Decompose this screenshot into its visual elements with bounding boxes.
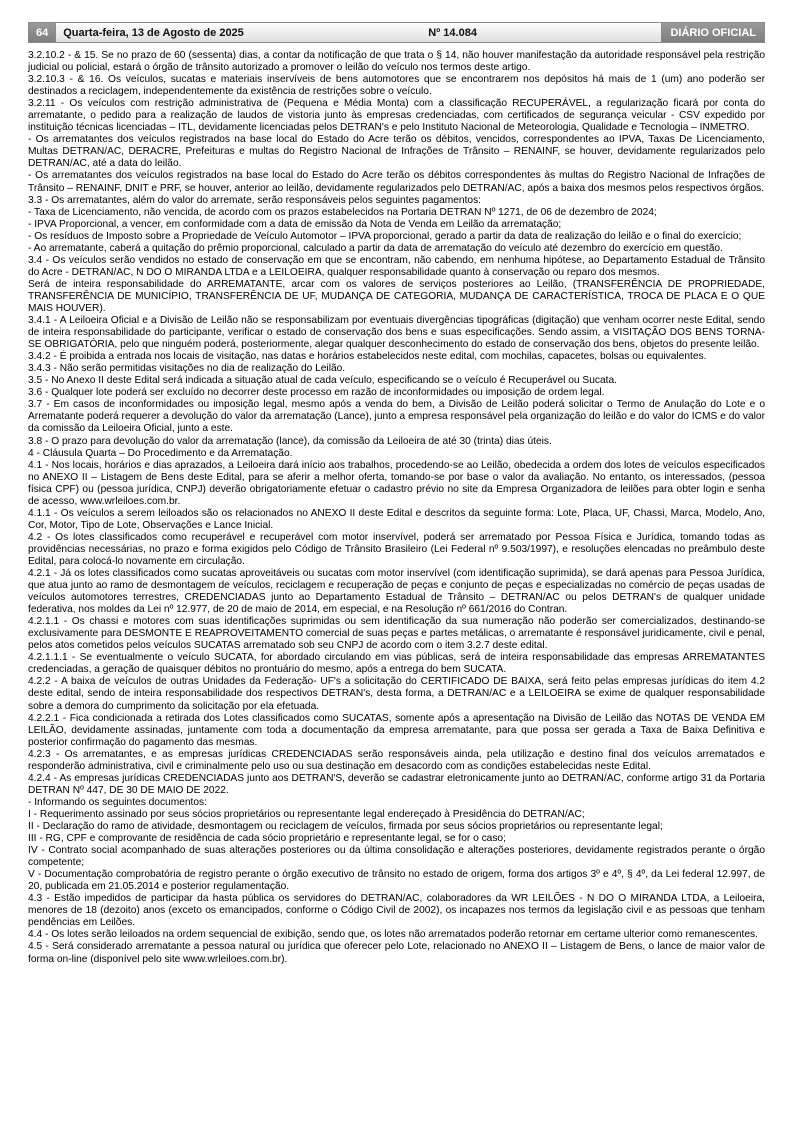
paragraph: II - Declaração do ramo de atividade, desmontagem ou reciclagem de veículos, firmada por seus sócios proprietários ou representante legal; bbox=[28, 821, 663, 832]
paragraph: 3.6 - Qualquer lote poderá ser excluído no decorrer deste processo em razão de inconformidades ou imposição de ordem legal. bbox=[28, 387, 605, 399]
paragraph: 3.7 - Em casos de inconformidades ou imposição legal, mesmo após a venda do bem, a Divisão de Leilão poderá solicitar o Termo de Anulação do Lote e o Arrematante poderá requerer a devolução do valor da arrematação (Lance), junto a empresa responsável pela organização do leilão e do valor do ICMS e do valor da comissão da Leiloeira Oficial, junto a este. bbox=[28, 399, 765, 435]
paragraph: 4.1 - Nos locais, horários e dias aprazados, a Leiloeira dará início aos trabalhos, procedendo-se ao Leilão, obedecida a ordem dos lotes de veículos especificados no ANEXO II – Listagem de Bens deste Edital, para se aferir a melhor oferta, tomando-se por base o valor da avaliação. No entanto, os interessados, (pessoa física CPF) ou (pessoa jurídica, CNPJ) deverão obrigatoriamente efetuar o cadastro prévio no site da Empresa Organizadora de leilões para obter login e senha de acesso, www.wrleiloes.com.br. bbox=[28, 459, 765, 507]
page-header bbox=[28, 22, 765, 43]
paragraph: 3.2.11 - Os veículos com restrição administrativa de (Pequena e Média Monta) com a classificação RECUPERÁVEL, a regularização ficará por conta do arrematante, o pedido para a realização de laudos de vistoria junto às empresas credenciadas, com certificados de segurança veicular - CSV expedido por instituição técnicas licenciadas – ITL, devidamente licenciadas pelos DETRAN's e pelo Instituto Nacional de Meteorologia, Qualidade e Tecnologia – INMETRO. bbox=[28, 98, 765, 134]
header-issue-number: Nº 14.084 bbox=[428, 26, 477, 39]
paragraph: - Taxa de Licenciamento, não vencida, de acordo com os prazos estabelecidos na Portaria DETRAN Nº 1271, de 06 de dezembro de 2024; bbox=[28, 206, 657, 218]
paragraph: 3.2.10.2 - & 15. Se no prazo de 60 (sessenta) dias, a contar da notificação de que trata o § 14, não houver manifestação da autoridade responsável pela restrição judicial ou policial, estará o órgão de trânsito autorizado a promover o leilão do veículo nos termos deste artigo. bbox=[28, 50, 765, 74]
document-body bbox=[28, 50, 765, 966]
paragraph: 3.5 - No Anexo II deste Edital será indicada a situação atual de cada veículo, especificando se o veículo é Recuperável ou Sucata. bbox=[28, 375, 617, 387]
paragraph: 4.2.3 - Os arrematantes, e as empresas jurídicas CREDENCIADAS serão responsáveis ainda, pela utilização e destino final dos veículos arrematados e responderão administrativa, civil e criminalmente pelo uso ou sua destinação em desacordo com as condições estabelecidas neste Edital. bbox=[28, 748, 765, 772]
paragraph: - Informando os seguintes documentos: bbox=[28, 796, 207, 808]
header-page-number: 64 bbox=[29, 23, 56, 42]
paragraph: 4.2.4 - As empresas jurídicas CREDENCIADAS junto aos DETRAN'S, deverão se cadastrar eletronicamente junto ao DETRAN/AC, conforme artigo 31 da Portaria DETRAN Nº 447, DE 30 DE MAIO DE 2022. bbox=[28, 772, 765, 796]
paragraph: IV - Contrato social acompanhado de suas alterações posteriores ou da última consolidação e alterações posteriores, devidamente registrados perante o órgão competente; bbox=[28, 845, 765, 869]
paragraph: 4.3 - Estão impedidos de participar da hasta pública os servidores do DETRAN/AC, colaboradores da WR LEILÕES - N DO O MIRANDA LTDA, a Leiloeira, menores de 18 (dezoito) anos (exceto os emancipados, conforme o Código Civil de 2002), os incapazes nos termos da legislação civil e as pessoas que tenham pendências em Leilões. bbox=[28, 893, 765, 929]
paragraph: 3.4.2 - É proibida a entrada nos locais de visitação, nas datas e horários estabelecidos neste edital, com mochilas, capacetes, bolsas ou equivalentes. bbox=[28, 351, 707, 363]
document-page bbox=[0, 22, 793, 1143]
paragraph: 4.2.1.1 - Os chassi e motores com suas identificações suprimidas ou sem identificação da sua numeração não poderão ser comercializados, destinando-se exclusivamente para DESMONTE E REAPROVEITAMENTO comercial de suas peças e partes metálicas, o arrematante é responsável juridicamente, civil e penal, pelos atos cometidos pelos veículos SUCATAS arrematado sob seu CNPJ de acordo com o item 3.2.7 deste edital. bbox=[28, 616, 765, 652]
paragraph: 3.4.1 - A Leiloeira Oficial e a Divisão de Leilão não se responsabilizam por eventuais divergências tipográficas (digitação) que venham ocorrer neste Edital, sendo de inteira responsabilidade do participante, verificar o estado de conservação dos bens e suas especificações. Sendo assim, a VISITAÇÃO DOS BENS TORNA-SE OBRIGATÓRIA, pelo que ninguém poderá, posteriormente, alegar qualquer desconhecimento do estado de conservação dos bens, objetos do presente leilão. bbox=[28, 315, 765, 351]
paragraph: 4.5 - Será considerado arrematante a pessoa natural ou jurídica que oferecer pelo Lote, relacionado no ANEXO II – Listagem de Bens, o lance de maior valor de forma on-line (disponível pelo site www.wrleiloes.com.br). bbox=[28, 941, 765, 965]
paragraph: - Ao arrematante, caberá a quitação do prêmio proporcional, calculado a partir da data de arrematação do veículo até dezembro do exercício em questão. bbox=[28, 242, 723, 254]
paragraph: 4.2.2 - A baixa de veículos de outras Unidades da Federação- UF's a solicitação do CERTIFICADO DE BAIXA, será feito pelas empresas jurídicas do item 4.2 deste edital, sendo de inteira responsabilidade dos respectivos DETRAN's, desta forma, a DETRAN/AC e a LEILOEIRA se exime de qualquer responsabilidade sobre a demora do cumprimento da solicitação por ela efetuada. bbox=[28, 676, 765, 712]
paragraph: 4.4 - Os lotes serão leiloados na ordem sequencial de exibição, sendo que, os lotes não arrematados poderão retornar em certame ulterior como remanescentes. bbox=[28, 929, 758, 941]
paragraph: 4 - Cláusula Quarta – Do Procedimento e da Arrematação. bbox=[28, 447, 293, 459]
paragraph: 4.2.1 - Já os lotes classificados como sucatas aproveitáveis ou sucatas com motor inservível (com identificação suprimida), se dará apenas para Pessoa Jurídica, que atua junto ao ramo de desmontagem de veículos, reciclagem e recuperação de peças e conjunto de peças e especializadas no comércio de peças usadas de veículos automotores terrestres, CREDENCIADAS junto ao Departamento Estadual de Trânsito – DETRAN/AC ou pelos DETRAN's de qualquer unidade federativa, nos moldes da Lei nº 12.977, de 20 de maio de 2014, em especial, e na Resolução nº 661/2016 do Contran. bbox=[28, 568, 765, 616]
paragraph: - Os arrematantes dos veículos registrados na base local do Estado do Acre terão os débitos, vencidos, correspondentes ao IPVA, Taxas De Licenciamento, Multas DETRAN/AC, DERACRE, Prefeituras e multas do Registro Nacional de Infrações de Trânsito – RENAINF, se houver, devidamente regularizados pelo DETRAN/AC, até a data do leilão. bbox=[28, 134, 765, 170]
paragraph: 3.4.3 - Não serão permitidas visitações no dia de realização do Leilão. bbox=[28, 363, 346, 375]
paragraph: 3.4 - Os veículos serão vendidos no estado de conservação em que se encontram, não cabendo, em nenhuma hipótese, ao Departamento Estadual de Trânsito do Acre - DETRAN/AC, N DO O MIRANDA LTDA e a LEILOEIRA, qualquer responsabilidade quanto à conservação ou reparo dos mesmos. bbox=[28, 254, 765, 278]
paragraph: - Os resíduos de Imposto sobre a Propriedade de Veículo Automotor – IPVA proporcional, gerado a partir da data de realização do leilão e o final do exercício; bbox=[28, 230, 742, 242]
paragraph: 4.2.1.1.1 - Se eventualmente o veículo SUCATA, for abordado circulando em vias públicas, será de inteira responsabilidade das empresas ARREMATANTES credenciadas, a geração de quaisquer débitos no prontuário do mesmo, após a entrega do bem SUCATA. bbox=[28, 652, 765, 676]
paragraph: 4.1.1 - Os veículos a serem leiloados são os relacionados no ANEXO II deste Edital e descritos da seguinte forma: Lote, Placa, UF, Chassi, Marca, Modelo, Ano, Cor, Motor, Tipo de Lote, Observações e Lance Inicial. bbox=[28, 507, 765, 531]
paragraph: V - Documentação comprobatória de registro perante o órgão executivo de trânsito no estado de origem, forma dos artigos 3º e 4º, § 4º, da Lei federal 12.997, de 20, publicada em 21.05.2014 e posterior regulamentação. bbox=[28, 869, 765, 893]
paragraph: 3.8 - O prazo para devolução do valor da arrematação (lance), da comissão da Leiloeira de até 30 (trinta) dias úteis. bbox=[28, 435, 552, 447]
header-date: Quarta-feira, 13 de Agosto de 2025 bbox=[63, 26, 244, 39]
paragraph: 3.3 - Os arrematantes, além do valor do arremate, serão responsáveis pelos seguintes pagamentos: bbox=[28, 194, 482, 206]
paragraph: - IPVA Proporcional, a vencer, em conformidade com a data de emissão da Nota de Venda em Leilão da arrematação; bbox=[28, 218, 562, 230]
header-publication-name: DIÁRIO OFICIAL bbox=[661, 23, 764, 42]
paragraph: I - Requerimento assinado por seus sócios proprietários ou representante legal endereçado à Presidência do DETRAN/AC; bbox=[28, 808, 585, 820]
paragraph: 4.2.2.1 - Fica condicionada a retirada dos Lotes classificados como SUCATAS, somente após a apresentação na Divisão de Leilão das NOTAS DE VENDA EM LEILÃO, devidamente assinadas, juntamente com toda a documentação da empresa arrematante, para que possa ser gerada a Taxa de Baixa Definitiva e posterior confirmação do pagamento das mesmas. bbox=[28, 712, 765, 748]
paragraph: III - RG, CPF e comprovante de residência de cada sócio proprietário e representante legal, se for o caso; bbox=[28, 833, 506, 845]
paragraph: Será de inteira responsabilidade do ARREMATANTE, arcar com os valores de serviços posteriores ao Leilão, (TRANSFERÊNCIA DE PROPRIEDADE, TRANSFERÊNCIA DE MUNICÍPIO, TRANSFERÊNCIA DE UF, MUDANÇA DE CATEGORIA, MUDANÇA DE CARACTERÍSTICA, TROCA DE PLACA E O QUE MAIS HOUVER). bbox=[28, 278, 765, 314]
paragraph: - Os arrematantes dos veículos registrados na base local do Estado do Acre terão os débitos correspondentes às multas do Registro Nacional de Infrações de Trânsito – RENAINF, DNIT e PRF, se houver, anterior ao leilão, devidamente regularizados pelo DETRAN/AC, após a baixa dos mesmos pelos respectivos órgãos. bbox=[28, 170, 765, 194]
paragraph: 4.2 - Os lotes classificados como recuperável e recuperável com motor inservível, poderá ser arrematado por Pessoa Física e Jurídica, tomando todas as providências necessárias, no prazo e forma exigidos pelo Código de Trânsito Brasileiro (Lei Federal nº 9.503/1997), e resoluções elencadas no preâmbulo deste Edital, para colocá-lo novamente em circulação. bbox=[28, 531, 765, 567]
paragraph: 3.2.10.3 - & 16. Os veículos, sucatas e materiais inservíveis de bens automotores que se encontrarem nos depósitos há mais de 1 (um) ano poderão ser destinados a reciclagem, independentemente da existência de restrições sobre o veículo. bbox=[28, 74, 765, 98]
